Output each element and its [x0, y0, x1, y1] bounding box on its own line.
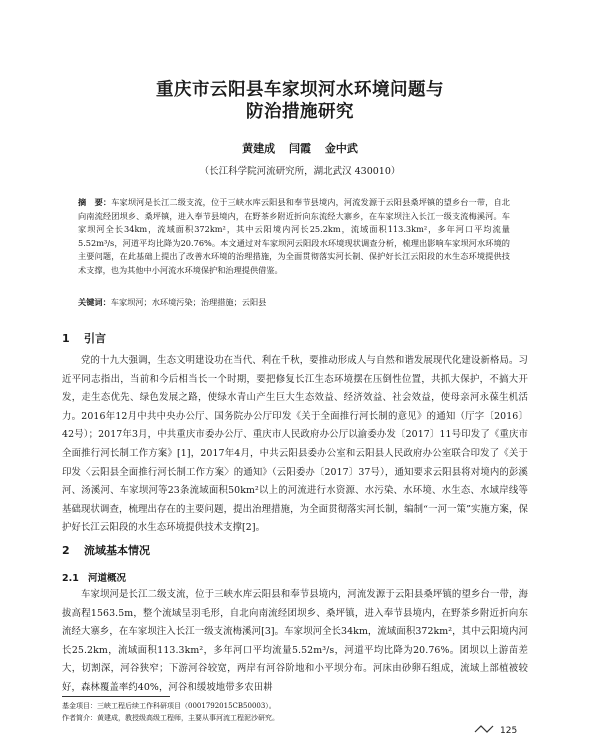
- section-heading-intro: [62, 330, 106, 346]
- page-number: 125: [500, 726, 518, 736]
- abstract-text: 车家坝河是长江二级支流，位于三峡水库云阳县和奉节县境内，河流发源于云阳县桑坪镇的望乡台一带，自北向南流经团坝乡、桑坪镇，进入奉节县境内，在野茶乡附近折向东流经大寨乡，在车家坝注入长江一级支流梅溪河。车家坝河全长34km，流域面积372km²，其中云阳境内河长25.2km，流域面积113.3km²，多年河口平均流量5.52m³/s，河道平均比降为20.76%。本文通过对车家坝河云阳段水环境现状调查分析，梳理出影响车家坝河水环境的主要问题，在此基础上提出了改善水环境的治理措施，为全面贯彻落实河长制、保护好长江云阳段的水生态环境提供技术支撑，也为其他中小河流水环境保护和治理提供借鉴。: [78, 197, 510, 275]
- section-number: 2: [62, 544, 70, 557]
- intro-paragraph: 党的十九大强调，生态文明建设功在当代、利在千秋，要推动形成人与自然和谐发展现代化建设新格局。习近平同志指出，当前和今后相当长一个时期，要把修复长江生态环境摆在压倒性位置，共抓大保护，不搞大开发，走生态优先、绿色发展之路，使绿水青山产生巨大生态效益、经济效益、社会效益，使母亲河永葆生机活力。2016年12月中共中央办公厅、国务院办公厅印发《关于全面推行河长制的意见》的通知（厅字〔2016〕42号）；2017年3月，中共重庆市委办公厅、重庆市人民政府办公厅以渝委办发〔2017〕11号印发了《重庆市全面推行河长制工作方案》[1]，2017年4月，中共云阳县委办公室和云阳县人民政府办公室联合印发了《关于印发〈云阳县全面推行河长制工作方案〉的通知》（云阳委办〔2017〕37号），通知要求云阳县将对境内的彭溪河、汤溪河、车家坝河等23条流域面积50km²以上的河流进行水资源、水污染、水环境、水生态、水域岸线等基础现状调查，梳理出存在的主要问题，提出治理措施，为全面贯彻落实河长制，编制“一河一策”实施方案，保护好长江云阳段的水生态环境提供技术支撑[2]。: [62, 355, 528, 534]
- footnote-fund: 基金项目：三峡工程后续工作科研项目（0001792015CB50003）。: [62, 702, 276, 710]
- keywords-text: 车家坝河；水环境污染；治理措施；云阳县: [110, 297, 267, 307]
- section-heading-basin: [62, 542, 150, 558]
- section-number: 1: [62, 332, 70, 345]
- keywords: [78, 296, 510, 309]
- affiliation: （长江科学院河流研究所，湖北武汉 430010）: [199, 166, 401, 177]
- footnote-divider: [62, 696, 170, 697]
- abstract: [78, 196, 510, 278]
- paper-title-line-1: 重庆市云阳县车家坝河水环境问题与: [156, 80, 444, 100]
- page-ornament-icon: [474, 724, 496, 734]
- subsection-title: 河道概况: [88, 573, 127, 584]
- paper-title-line-2: 防治措施研究: [246, 102, 354, 122]
- subsection-heading-river: [62, 570, 126, 584]
- river-overview-paragraph: 车家坝河是长江二级支流，位于三峡水库云阳县和奉节县境内，河流发源于云阳县桑坪镇的望乡台一带，海拔高程1563.5m，整个流域呈羽毛形，自北向南流经团坝乡、桑坪镇，进入奉节县境内，在野茶乡附近折向东流经大寨乡，在车家坝注入长江一级支流梅溪河[3]。车家坝河全长34km，流域面积372km²，其中云阳境内河长25.2km，流域面积113.3km²，多年河口平均流量5.52m³/s，河道平均比降为20.76%。团坝以上游苗差大，切割深，河谷狭窄；下游河谷较宽，两岸有河谷阶地和小平坝分布。河床由砂卵石组成，流域上部植被较好，森林覆盖率约40%，河谷和缓坡地带多农田耕: [62, 589, 528, 693]
- section-title: 引言: [84, 332, 106, 345]
- section-title: 流域基本情况: [84, 544, 150, 557]
- abstract-label: 摘 要：: [78, 197, 112, 207]
- subsection-number: 2.1: [62, 573, 79, 584]
- author-list: 黄建成 闫霞 金中武: [242, 142, 358, 155]
- footnote-author: 作者简介：黄建成，教授级高级工程师，主要从事河流工程泥沙研究。: [62, 714, 279, 722]
- keywords-label: 关键词：: [78, 297, 111, 307]
